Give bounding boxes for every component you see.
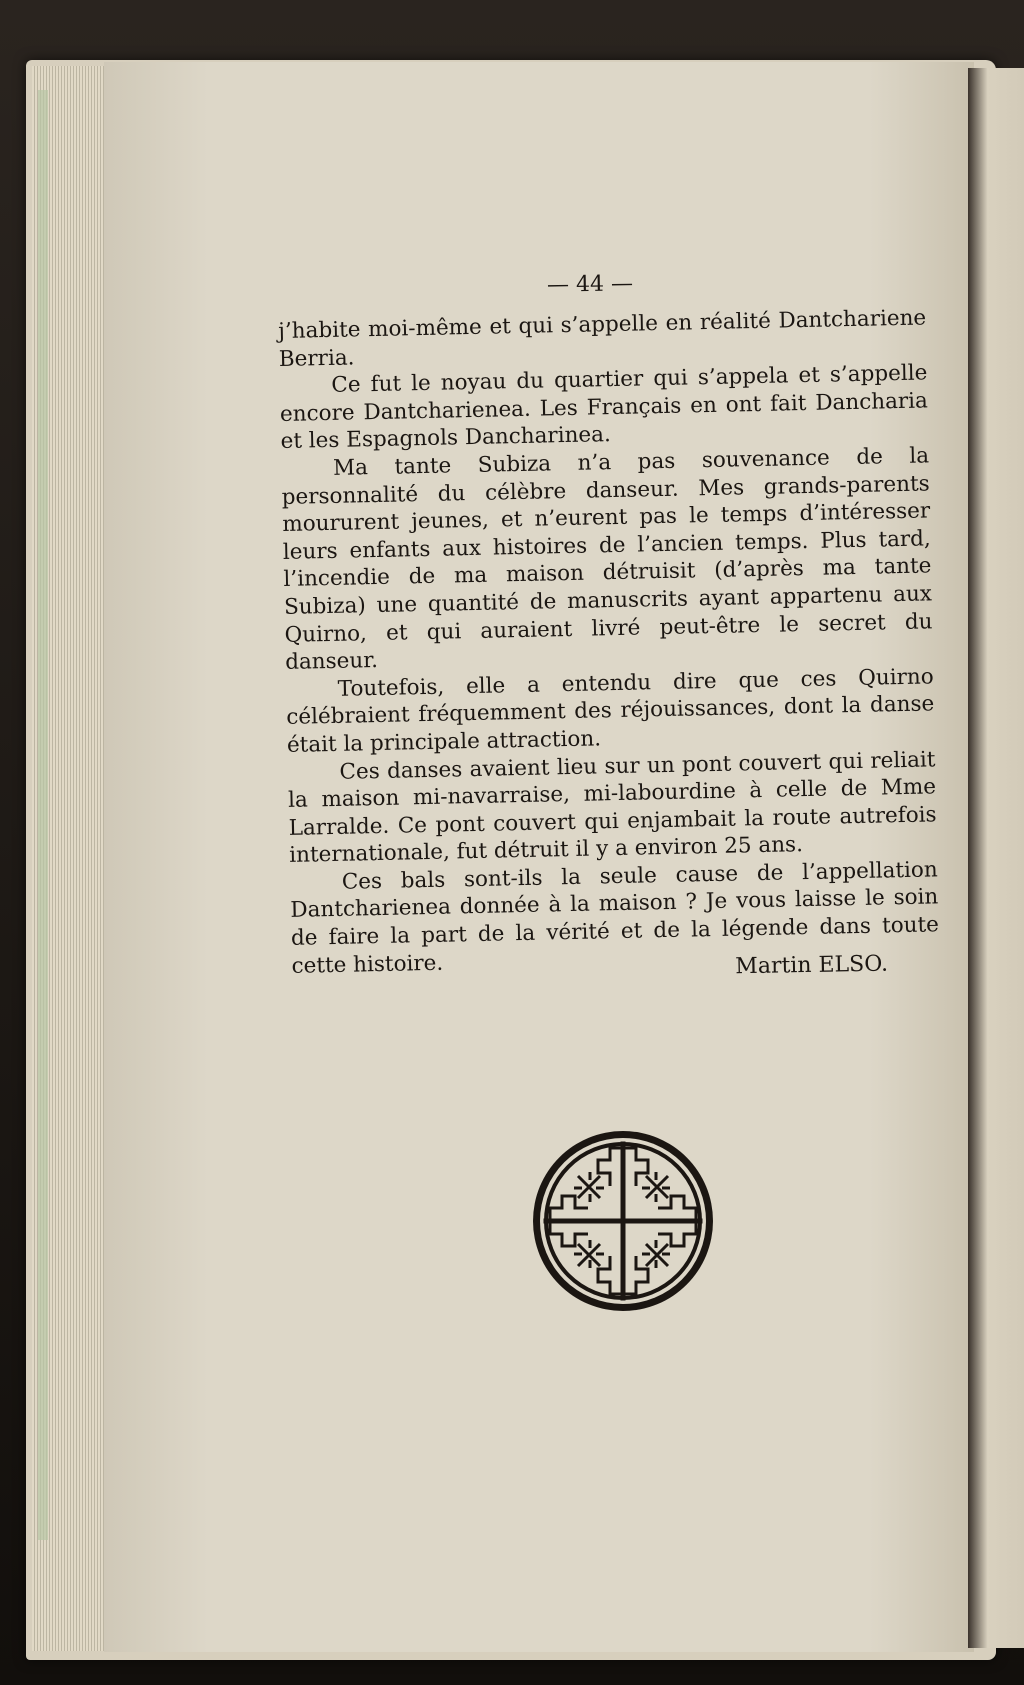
colored-page-edge	[38, 90, 48, 1540]
paragraph: Ma tante Subiza n’a pas souvenance de la personnalité du célèbre danseur. Mes grands-parents moururent jeunes, et n’eurent pas le temps d’intéresser leurs enfants aux histoires de l’ancien temps. Plus tard, l’incendie de ma maison détruisit (d’après ma tante Subiza) une quantité de manuscrits ayant appartenu aux Quirno, et qui auraient livré peut-être le secret du danseur.	[281, 443, 933, 676]
article-text	[278, 304, 940, 980]
basque-cross-emblem-icon	[530, 1128, 716, 1314]
paragraph: Ce fut le noyau du quartier qui s’appela et s’appelle encore Dantcharienea. Les Français en ont fait Dancharia et les Espagnols Dancharinea.	[279, 360, 929, 455]
paragraph: Ces danses avaient lieu sur un pont couvert qui reliait la maison mi-navarraise, mi-labourdine à celle de Mme Larralde. Ce pont couvert qui enjambait la route autrefois internationale, fut détruit il y a environ 25 ans.	[287, 746, 937, 869]
paragraph: j’habite moi-même et qui s’appelle en réalité Dantchariene Berria.	[278, 305, 927, 372]
author-signature: Martin ELSO.	[735, 951, 889, 980]
page-number: — 44 —	[546, 271, 634, 298]
paragraph: Toutefois, elle a entendu dire que ces Quirno célébraient fréquemment des réjouissances, dont la danse était la principale attraction.	[286, 664, 935, 758]
next-page-edge	[968, 68, 1024, 1648]
paragraph: Ces bals sont-ils la seule cause de l’appellation Dantcharienea donnée à la maison ? Je vous laisse le soin de faire la part de la vérité et de la légende dans toute cette histoire.	[290, 857, 940, 979]
